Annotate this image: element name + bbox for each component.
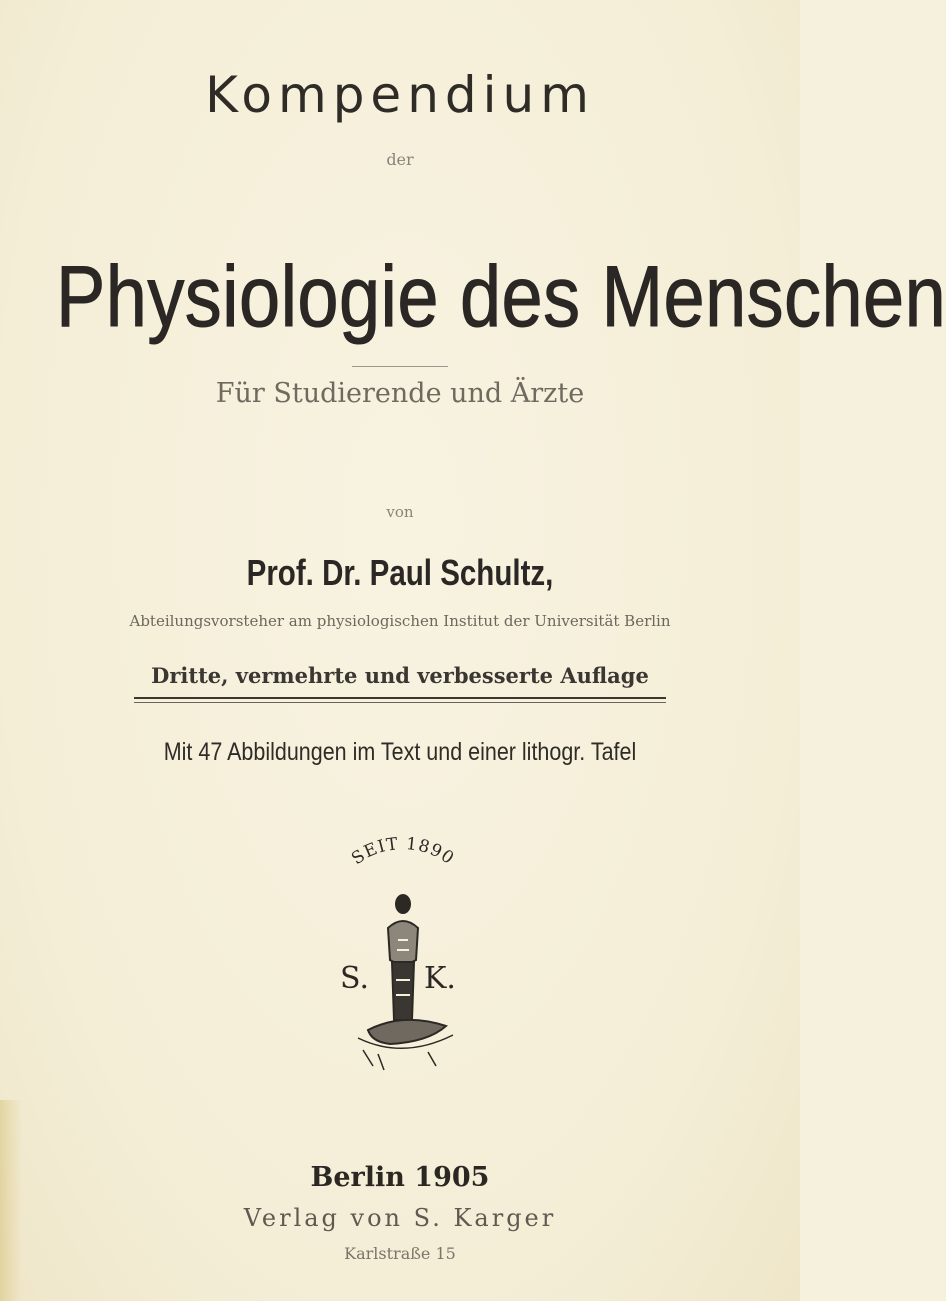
publisher-name: Verlag von S. Karger xyxy=(243,1204,557,1232)
author-affiliation: Abteilungsvorsteher am physiologischen Institut der Universität Berlin xyxy=(129,612,671,630)
von-text: von xyxy=(386,503,414,521)
double-divider xyxy=(134,697,666,703)
author-name: Prof. Dr. Paul Schultz, xyxy=(246,552,554,593)
emblem-motto: SEIT 1890 xyxy=(348,834,458,870)
emblem-initial-s: S. xyxy=(340,961,370,996)
edition-statement: Dritte, vermehrte und verbesserte Auflage xyxy=(151,663,649,688)
subtitle: Für Studierende und Ärzte xyxy=(215,378,585,409)
illustrations-note: Mit 47 Abbildungen im Text und einer lithogr. Tafel xyxy=(163,738,637,766)
main-title: Physiologie des Menschen xyxy=(56,249,946,345)
short-divider xyxy=(352,366,448,367)
publisher-address: Karlstraße 15 xyxy=(344,1244,456,1263)
paper-stain xyxy=(0,1100,22,1301)
kompendium-heading: Kompendium xyxy=(205,66,595,124)
city-year: Berlin 1905 xyxy=(310,1162,490,1193)
der-text: der xyxy=(386,150,414,169)
emblem-initial-k: K. xyxy=(424,961,456,996)
publisher-emblem xyxy=(318,830,488,1100)
